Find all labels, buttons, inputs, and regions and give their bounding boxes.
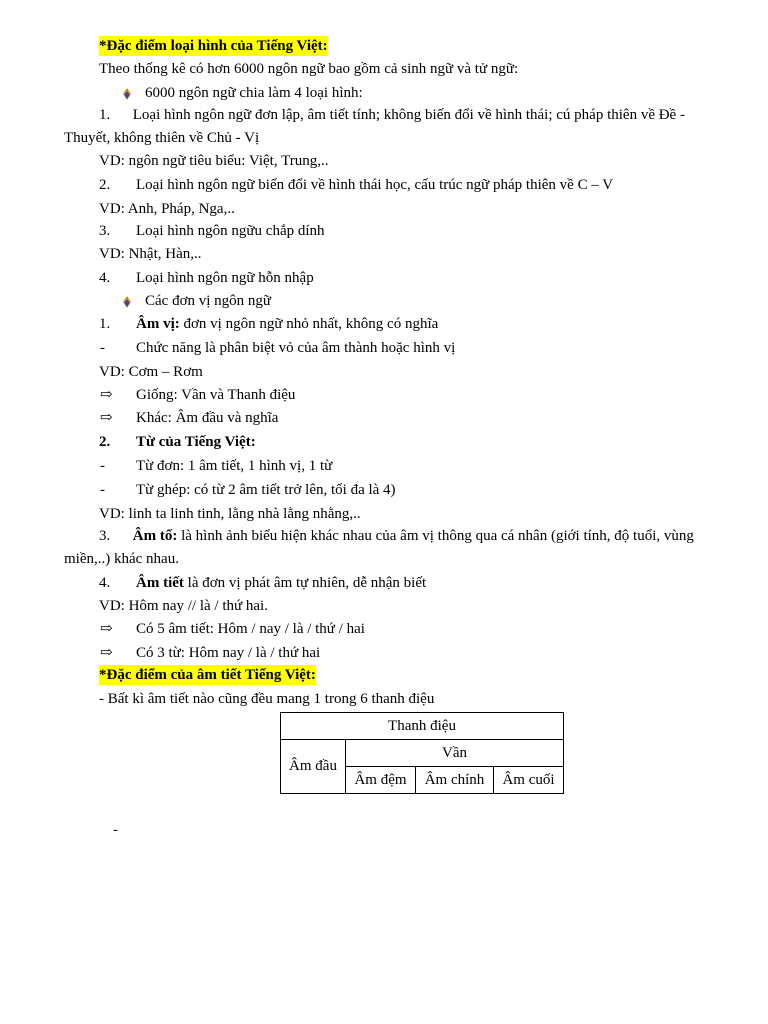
arrow-right-icon: ⇨ <box>100 645 113 661</box>
table-cell-rhyme: Vần <box>346 740 564 767</box>
table-cell-medial: Âm đệm <box>346 767 416 794</box>
table-cell-tone: Thanh điệu <box>281 713 564 740</box>
diamond-bullet-icon <box>121 87 133 101</box>
table-cell-nucleus: Âm chính <box>416 767 494 794</box>
arrow-right-icon: ⇨ <box>100 410 113 426</box>
table-cell-onset: Âm đầu <box>281 740 346 794</box>
unit-3-paragraph: 3. Âm tố: là hình ảnh biểu hiện khác nhau của âm vị thông qua cá nhân (giới tính, độ tuổi, vùng miền,..) khác nhau. <box>64 528 694 567</box>
document-page: *Đặc điểm loại hình của Tiếng Việt: Theo thống kê có hơn 6000 ngôn ngữ bao gồm cả sinh ngữ và tử ngữ: 6000 ngôn ngữ chia làm 4 loại hình: 1. Loại hình ngôn ngữ đơn lập, âm tiết tính; không biến đổi về hình thái; cú pháp thiên về Đề - Thuyết, không thiên về Chủ - Vị VD: ngôn ngữ tiêu biểu: Việt, Trung,.. 2. Loại hình ngôn ngữ biến đổi về hình thái học, cấu trúc ngữ pháp thiên về C – V VD: Anh, Pháp, Nga,.. 3. Loại hình ngôn ngữu chắp dính VD: Nhật, Hàn,.. 4. Loại hình ngôn ngữ hỗn nhập Các đơn vị ngôn ngữ 1. Âm vị: đơn vị ngôn ngữ nhỏ nhất, không có nghĩa - Chức năng là phân biệt vỏ của âm thành hoặc hình vị VD: Cơm – Rơm ⇨ Giống: Vần và Thanh điệu ⇨ Khác: Âm đầu và nghĩa 2. Từ của Tiếng Việt: - Từ đơn: 1 âm tiết, 1 hình vị, 1 từ - Từ ghép: có từ 2 âm tiết trở lên, tối đa là 4) VD: linh ta linh tinh, lằng nhà lằng nhằng,.. 3. Âm tố: là hình ảnh biểu hiện khác nhau của âm vị thông qua cá nhân (giới tính, độ tuổi, vùng miền,..) khác nhau. 4. Âm tiết là đơn vị phát âm tự nhiên, dễ nhận biết VD: Hôm nay // là / thứ hai. ⇨ Có 5 âm tiết: Hôm / nay / là / thứ / hai ⇨ Có 3 từ: Hôm nay / là / thứ hai *Đặc điểm của âm tiết Tiếng Việt: - Bất kì âm tiết nào cũng đều mang 1 trong 6 thanh điệu Thanh điệu Âm đầu Vần Âm đệm Âm chính Âm cuối - <box>0 0 768 1024</box>
arrow-right-icon: ⇨ <box>100 387 113 403</box>
type-1-paragraph: 1. Loại hình ngôn ngữ đơn lập, âm tiết tính; không biến đổi về hình thái; cú pháp thiên về Đề - Thuyết, không thiên về Chủ - Vị <box>64 107 685 146</box>
table-cell-coda: Âm cuối <box>494 767 564 794</box>
arrow-right-icon: ⇨ <box>100 621 113 637</box>
syllable-structure-table <box>280 712 564 794</box>
diamond-bullet-icon <box>121 295 133 309</box>
